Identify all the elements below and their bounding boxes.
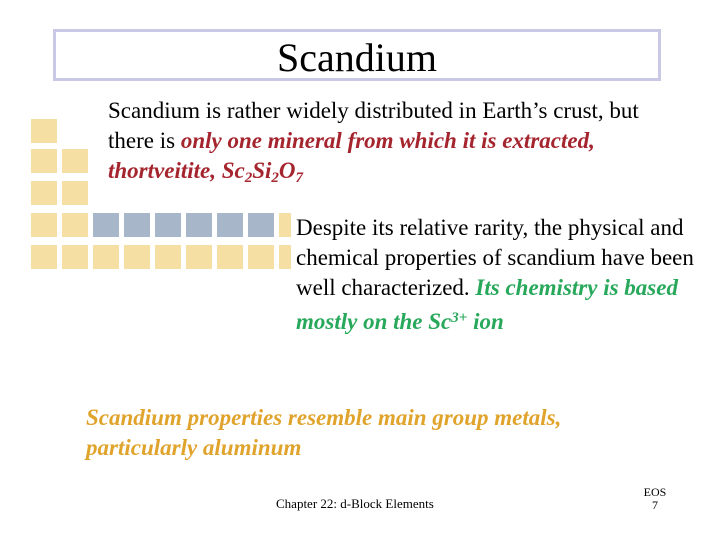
- subscript: 2: [244, 170, 253, 186]
- table-cell: [61, 212, 89, 238]
- formula-part: Si: [252, 158, 272, 183]
- footer-eos: EOS: [643, 485, 667, 499]
- table-cell: [154, 212, 182, 238]
- mineral-emphasis: [108, 128, 595, 186]
- superscript: 3+: [451, 310, 468, 326]
- table-cell: [216, 212, 244, 238]
- paragraph-properties: Scandium properties resemble main group metals, particularly aluminum: [86, 405, 562, 460]
- footer-chapter: Chapter 22: d-Block Elements: [276, 496, 434, 511]
- page-number: 7: [652, 498, 658, 512]
- slide-title: Scandium: [277, 35, 437, 80]
- subscript: 2: [271, 170, 279, 186]
- footer-page: [640, 486, 670, 512]
- table-cell: [30, 212, 58, 238]
- paragraph-text: Scandium is rather widely distributed in Earth’s crust, but there is: [108, 98, 639, 153]
- table-cell: [278, 212, 292, 238]
- formula-part: O: [278, 158, 296, 183]
- table-cell: [185, 212, 213, 238]
- table-cell: [247, 244, 275, 270]
- table-cell: [154, 244, 182, 270]
- table-cell: [61, 244, 89, 270]
- table-cell: [123, 244, 151, 270]
- table-cell: [123, 212, 151, 238]
- table-cell: [185, 244, 213, 270]
- table-cell: [278, 244, 292, 270]
- emphasis-tail: ion: [467, 309, 504, 334]
- table-cell: [61, 148, 89, 174]
- table-cell: [92, 244, 120, 270]
- table-cell: [30, 148, 58, 174]
- emphasis-text: only one mineral from which it is extracted, thortveitite, Sc: [108, 128, 595, 183]
- emphasis-text: Its chemistry is based mostly on the Sc: [296, 275, 678, 334]
- paragraph-chemistry: [296, 213, 696, 337]
- table-cell: [61, 180, 89, 206]
- subscript: 7: [295, 170, 304, 186]
- table-cell: [216, 244, 244, 270]
- paragraph-text: Despite its relative rarity, the physical and chemical properties of scandium have been well characterized.: [296, 215, 694, 300]
- paragraph-mineral: [108, 96, 676, 193]
- table-cell: [247, 212, 275, 238]
- table-cell: [30, 118, 58, 144]
- table-cell: [30, 244, 58, 270]
- table-cell: [30, 180, 58, 206]
- table-cell-scandium: [92, 212, 120, 238]
- title-box: [53, 29, 661, 81]
